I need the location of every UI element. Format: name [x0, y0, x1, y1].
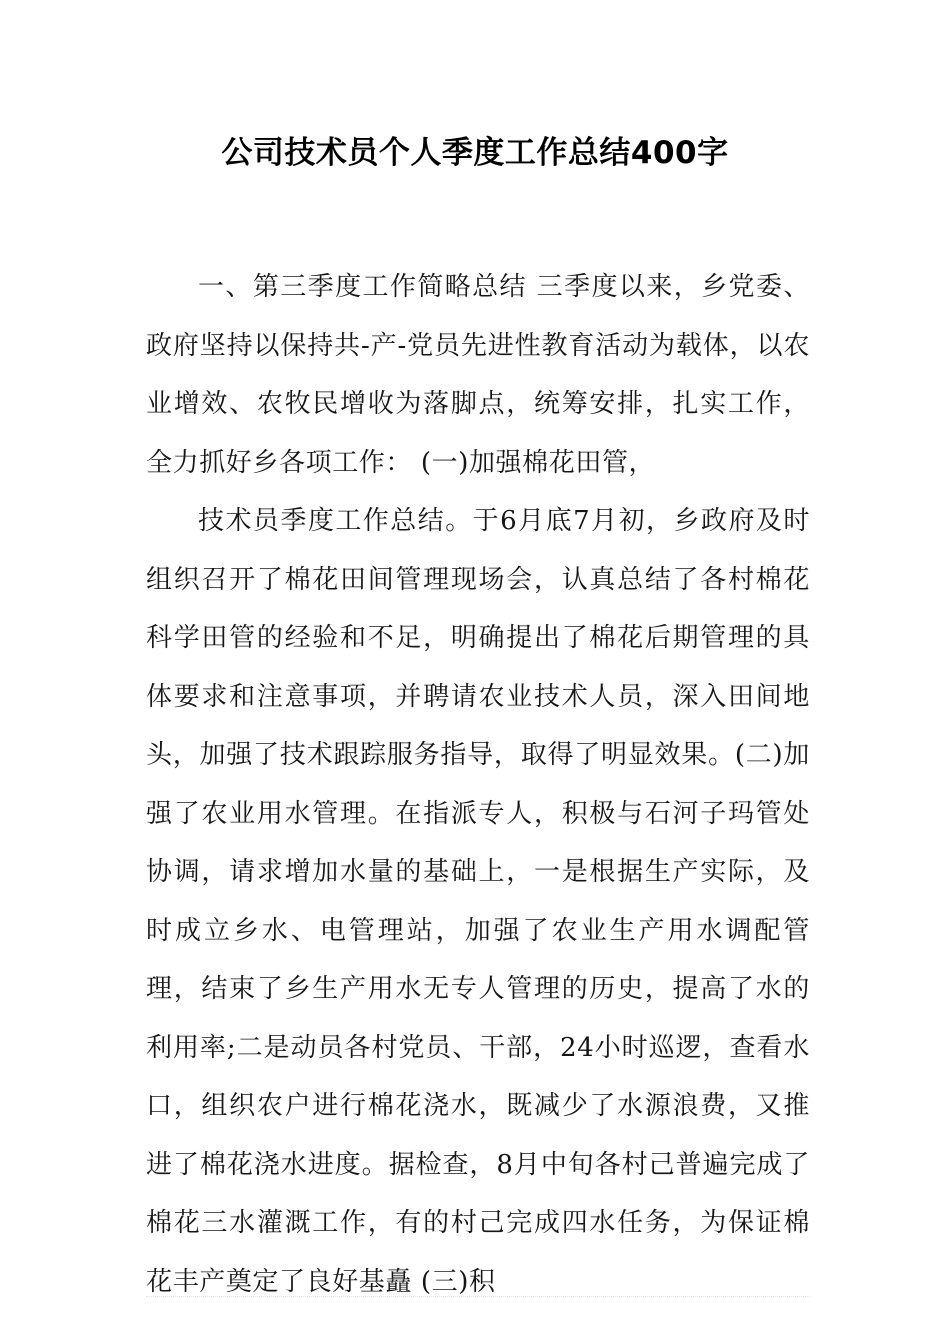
paragraph-1: 一、第三季度工作简略总结 三季度以来，乡党委、政府坚持以保持共-产-党员先进性教育活动为载体，以农业增效、农牧民增收为落脚点，统筹安排，扎实工作，全力抓好乡各项工作： (一)加强棉花田管， [146, 272, 810, 478]
document-body [146, 258, 810, 1311]
page-footer-divider [146, 1296, 810, 1298]
paragraph-2: 技术员季度工作总结。于6月底7月初，乡政府及时组织召开了棉花田间管理现场会，认真总结了各村棉花科学田管的经验和不足，明确提出了棉花后期管理的具体要求和注意事项，并聘请农业技术人员，深入田间地头，加强了技术跟踪服务指导，取得了明显效果。(二)加强了农业用水管理。在指派专人，积极与石河子玛管处协调，请求增加水量的基础上，一是根据生产实际，及时成立乡水、电管理站，加强了农业生产用水调配管理，结束了乡生产用水无专人管理的历史，提高了水的利用率;二是动员各村党员、干部，24小时巡逻，查看水口，组织农户进行棉花浇水，既减少了水源浪费，又推进了棉花浇水进度。据检查，8月中旬各村己普遍完成了棉花三水灌溉工作，有的村己完成四水任务，为保证棉花丰产奠定了良好基矗 (三)积 [146, 506, 810, 1297]
document-title: 公司技术员个人季度工作总结400字 [221, 135, 729, 171]
